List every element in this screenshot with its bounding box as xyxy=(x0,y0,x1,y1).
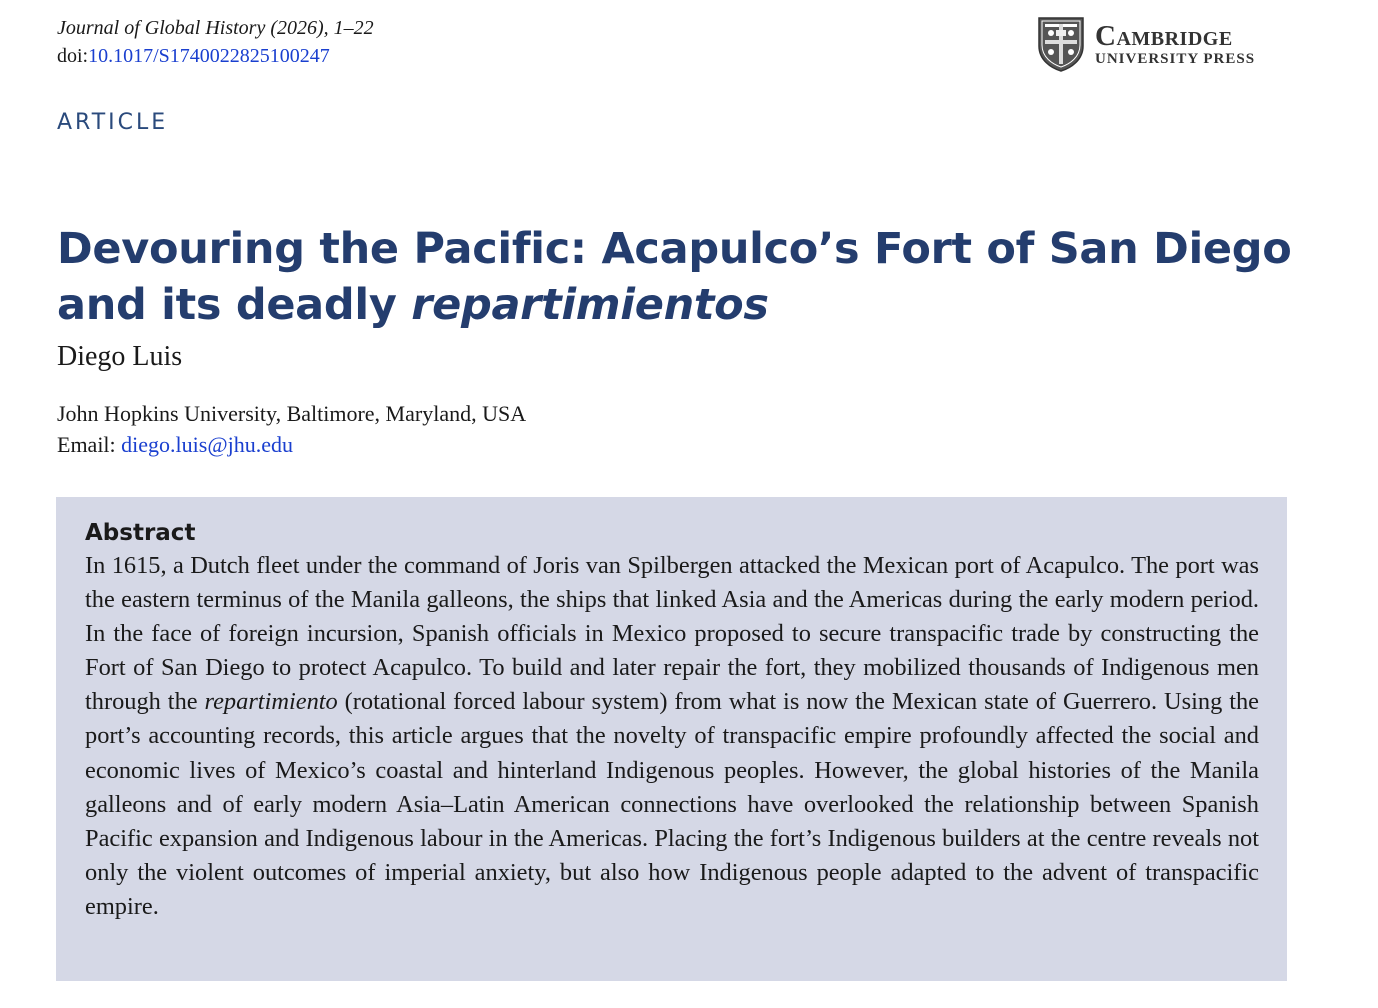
email-label: Email: xyxy=(57,432,122,457)
doi-link[interactable]: 10.1017/S1740022825100247 xyxy=(88,45,330,67)
publisher-logo xyxy=(1037,16,1255,72)
author-affiliation-block xyxy=(57,398,526,460)
doi-prefix: doi: xyxy=(57,45,89,67)
journal-citation: Journal of Global History (2026), 1–22 xyxy=(57,17,374,39)
abstract-text xyxy=(85,549,1259,924)
title-italic-text: repartimientos xyxy=(411,279,769,330)
author-name: Diego Luis xyxy=(57,341,183,372)
abstract-text-italic: repartimiento xyxy=(204,688,338,716)
abstract-heading: Abstract xyxy=(85,520,196,546)
article-title xyxy=(57,221,1297,333)
email-line xyxy=(57,429,526,460)
title-main-text: Devouring the Pacific: Acapulco’s Fort of San Diego and its deadly xyxy=(57,223,1292,330)
abstract-box xyxy=(56,497,1287,981)
email-link[interactable]: diego.luis@jhu.edu xyxy=(121,432,293,457)
publisher-subtitle: UNIVERSITY PRESS xyxy=(1095,51,1256,67)
abstract-text-part1: In 1615, a Dutch fleet under the command of Joris van Spilbergen attacked the Mexican port of Acapulco. The port was the eastern terminus of the Manila galleons, the ships that linked Asia and the Americas during the early modern period. In the face of foreign incursion, Spanish officials in Mexico proposed to secure transpacific trade by constructing the Fort of San Diego to protect Acapulco. To build and later repair the fort, they mobilized thousands of Indigenous men through the xyxy=(85,552,1259,716)
article-type-label: ARTICLE xyxy=(57,110,169,135)
abstract-text-part2: (rotational forced labour system) from what is now the Mexican state of Guerrero. Using the port’s accounting records, this article argues that the novelty of transpacific empire profoundly affected the social and economic lives of Mexico’s coastal and hinterland Indigenous peoples. However, the global histories of the Manila galleons and of early modern Asia–Latin American connections have overlooked the relationship between Spanish Pacific expansion and Indigenous labour in the Americas. Placing the fort’s Indigenous builders at the centre reveals not only the violent outcomes of imperial anxiety, but also how Indigenous people adapted to the advent of transpacific empire. xyxy=(85,688,1259,920)
cambridge-crest-icon xyxy=(1037,16,1085,72)
doi-line xyxy=(57,42,374,70)
publisher-name: Cambridge xyxy=(1095,20,1233,52)
journal-header xyxy=(57,14,374,70)
affiliation-text: John Hopkins University, Baltimore, Maryland, USA xyxy=(57,401,527,426)
